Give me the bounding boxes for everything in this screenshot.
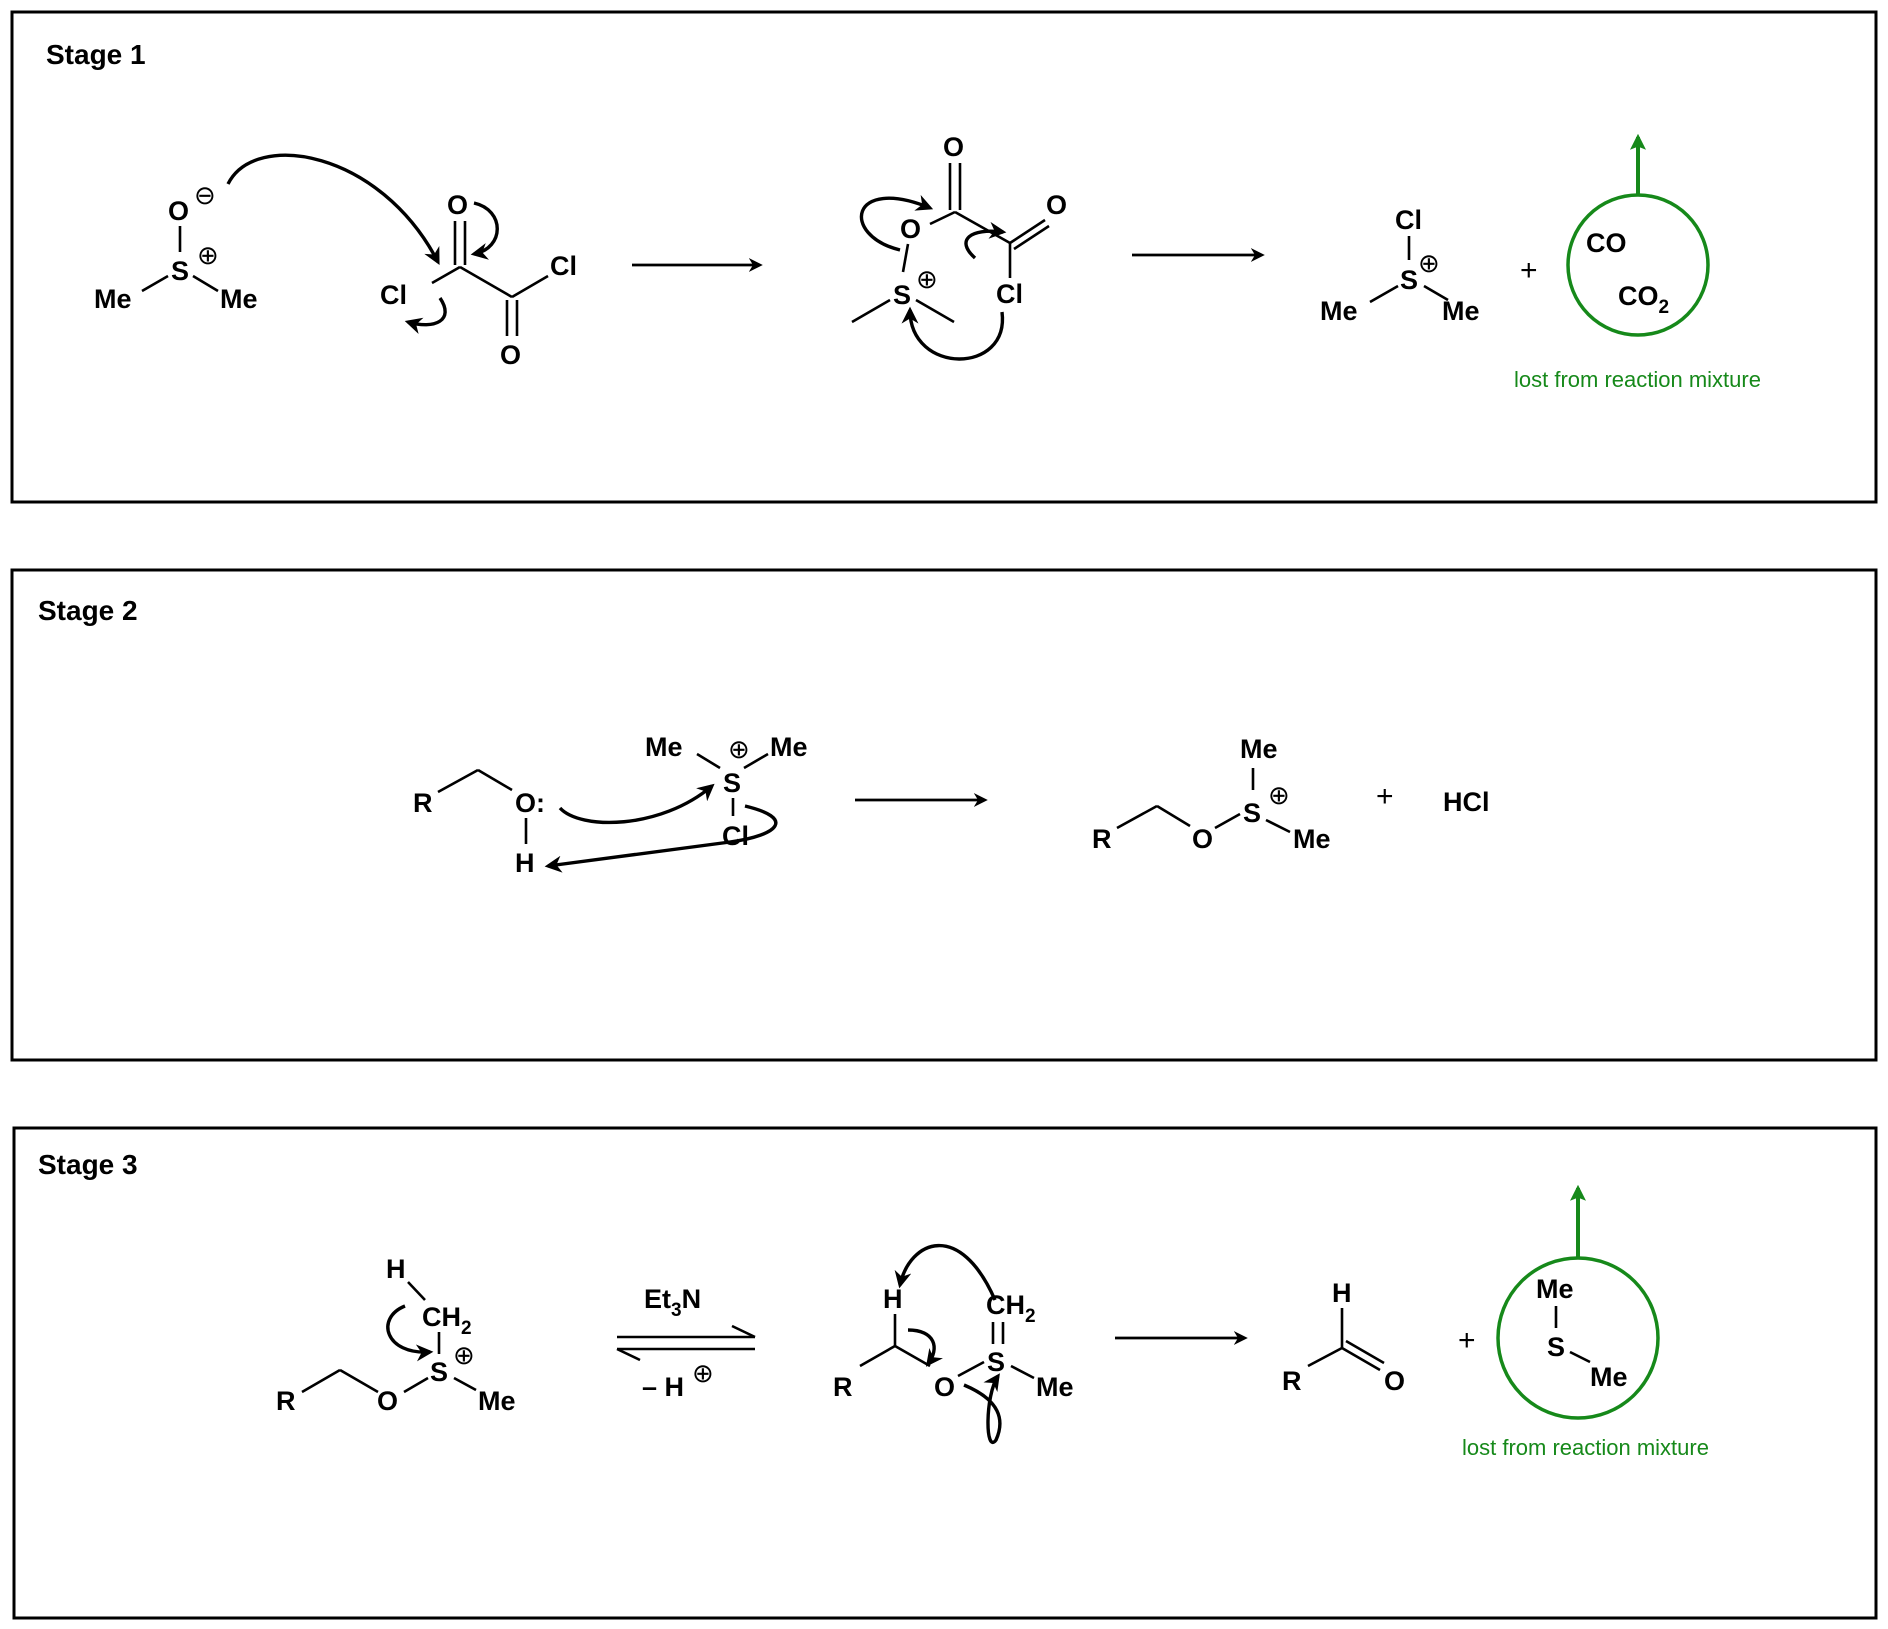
stage-3-title: Stage 3 bbox=[38, 1149, 138, 1180]
reagent-methyl-right: Me bbox=[770, 732, 808, 762]
dms-circle bbox=[1498, 1258, 1658, 1418]
reagent-methyl-left: Me bbox=[645, 732, 683, 762]
stage-1-panel bbox=[12, 12, 1876, 502]
dms-methyl-top: Me bbox=[1536, 1274, 1574, 1304]
stage-3-panel bbox=[14, 1128, 1876, 1618]
product2-sulfur: S bbox=[1243, 798, 1262, 828]
carbon-dioxide: $CO_2$ bbox=[1618, 281, 1670, 318]
product-sulfur: S bbox=[1400, 265, 1419, 295]
alcohol-hydrogen: H bbox=[515, 848, 535, 878]
ylide-r-group: R bbox=[833, 1372, 853, 1402]
reactant3-sulfur: S bbox=[430, 1357, 449, 1387]
stage-1-plus: + bbox=[1520, 254, 1538, 287]
product2-plus-charge: ⊕ bbox=[1268, 780, 1290, 810]
product2-methyl-right: Me bbox=[1293, 824, 1331, 854]
aldehyde-hydrogen: H bbox=[1332, 1278, 1352, 1308]
alkoxysulfonium-reactant bbox=[276, 1254, 516, 1416]
reagent-chlorine: Cl bbox=[722, 821, 749, 851]
chlorosulfonium-intermediate bbox=[852, 132, 1067, 322]
stage-1-lost-label: lost from reaction mixture bbox=[1514, 367, 1761, 392]
intermediate-ester-oxygen: O bbox=[900, 214, 922, 244]
oxalyl-chlorine-right: Cl bbox=[550, 251, 577, 281]
curly-arrow-o-attack bbox=[228, 155, 438, 262]
product-chlorine: Cl bbox=[1395, 205, 1422, 235]
ylide-methyl: Me bbox=[1036, 1372, 1074, 1402]
product2-oxygen: O bbox=[1192, 824, 1214, 854]
curly-arrow-os-cleavage bbox=[964, 1376, 1000, 1442]
ylide-sulfur: S bbox=[987, 1347, 1006, 1377]
sulfur-ylide bbox=[833, 1284, 1074, 1402]
reagent-sulfur: S bbox=[723, 768, 742, 798]
intermediate-chlorine: Cl bbox=[996, 279, 1023, 309]
stage-2-plus: + bbox=[1376, 780, 1394, 813]
dmso-methyl-left: Me bbox=[94, 284, 132, 314]
dmso-sulfur: S bbox=[171, 256, 190, 286]
reactant3-r-group: R bbox=[276, 1386, 296, 1416]
product-plus-charge: ⊕ bbox=[1418, 248, 1440, 278]
reactant3-plus-charge: ⊕ bbox=[453, 1340, 475, 1370]
alkoxysulfonium-product bbox=[1092, 734, 1331, 854]
stage-3-lost-label: lost from reaction mixture bbox=[1462, 1435, 1709, 1460]
dimethyl-sulfide bbox=[1498, 1188, 1658, 1418]
stage-2-border bbox=[12, 570, 1876, 1060]
alcohol-molecule bbox=[413, 770, 545, 878]
gas-byproducts bbox=[1568, 137, 1708, 335]
curly-arrow-chloride-loss bbox=[408, 298, 445, 325]
ylide-oxygen: O bbox=[934, 1372, 956, 1402]
aldehyde-r-group: R bbox=[1282, 1366, 1302, 1396]
curly-arrow-ch-to-co bbox=[908, 1330, 934, 1364]
hydrogen-chloride: HCl bbox=[1443, 787, 1490, 817]
product2-methyl-top: Me bbox=[1240, 734, 1278, 764]
aldehyde-product bbox=[1282, 1278, 1405, 1396]
sulfonium-reagent bbox=[645, 732, 808, 851]
dms-methyl-bottom: Me bbox=[1590, 1362, 1628, 1392]
ylide-hydrogen: H bbox=[883, 1284, 903, 1314]
intermediate-plus-charge: ⊕ bbox=[916, 264, 938, 294]
carbon-monoxide: CO bbox=[1586, 228, 1627, 258]
alcohol-r-group: R bbox=[413, 788, 433, 818]
curly-arrow-carbonyl bbox=[474, 203, 497, 254]
product-methyl-right: Me bbox=[1442, 296, 1480, 326]
reactant3-methyl: Me bbox=[478, 1386, 516, 1416]
gas-circle bbox=[1568, 195, 1708, 335]
stage-3-plus: + bbox=[1458, 1324, 1476, 1357]
alcohol-oxygen: O: bbox=[515, 788, 545, 818]
curly-arrow-o-to-s bbox=[560, 786, 712, 822]
reactant3-methylene: $CH_2$ bbox=[422, 1302, 472, 1339]
oxalyl-oxygen-bottom: O bbox=[500, 340, 522, 370]
dmso-molecule bbox=[94, 180, 258, 314]
oxalyl-chlorine-left: Cl bbox=[380, 280, 407, 310]
reactant3-hydrogen: H bbox=[386, 1254, 406, 1284]
product2-r-group: R bbox=[1092, 824, 1112, 854]
curly-arrow-ch2-to-h bbox=[900, 1246, 995, 1300]
aldehyde-oxygen: O bbox=[1384, 1366, 1406, 1396]
ylide-methylene: $CH_2$ bbox=[986, 1290, 1036, 1327]
intermediate-sulfur: S bbox=[893, 280, 912, 310]
stage-2-panel bbox=[12, 570, 1876, 1060]
stage-1-title: Stage 1 bbox=[46, 39, 146, 70]
reagent-plus-charge: ⊕ bbox=[728, 734, 750, 764]
equilibrium-conditions bbox=[617, 1284, 755, 1402]
proton-loss: – H bbox=[642, 1372, 685, 1402]
dmso-plus-charge: ⊕ bbox=[197, 240, 219, 270]
dmso-oxygen: O bbox=[168, 196, 190, 226]
chlorodimethylsulfonium bbox=[1320, 205, 1480, 326]
base-triethylamine: $Et_3N$ bbox=[644, 1284, 702, 1321]
curly-arrow-cl-to-s bbox=[910, 310, 1002, 359]
oxalyl-oxygen-top: O bbox=[447, 190, 469, 220]
reactant3-oxygen: O bbox=[377, 1386, 399, 1416]
dmso-methyl-right: Me bbox=[220, 284, 258, 314]
intermediate-oxygen-right: O bbox=[1046, 190, 1068, 220]
dmso-minus-charge: ⊖ bbox=[194, 180, 216, 210]
intermediate-oxygen-top: O bbox=[943, 132, 965, 162]
proton-plus-charge: ⊕ bbox=[692, 1358, 714, 1388]
product-methyl-left: Me bbox=[1320, 296, 1358, 326]
dms-sulfur: S bbox=[1547, 1332, 1566, 1362]
stage-2-title: Stage 2 bbox=[38, 595, 138, 626]
